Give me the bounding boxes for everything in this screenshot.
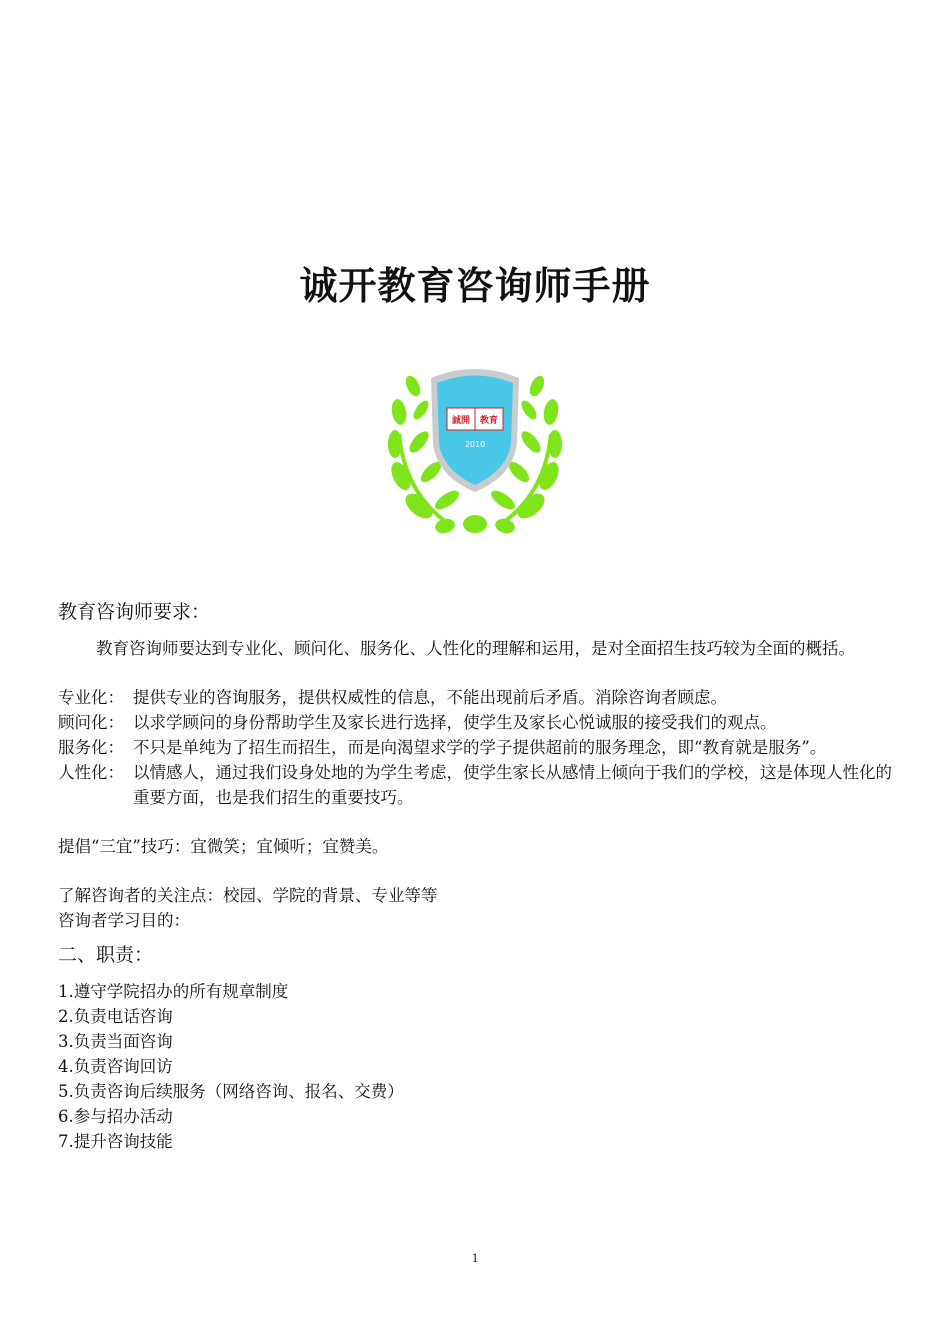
section-heading-duties: 二、职责： [58, 944, 154, 966]
list-item-service [58, 735, 894, 760]
badge-right-text: 教育 [479, 416, 499, 426]
open-book-icon [447, 408, 503, 430]
item-description: 以求学顾问的身份帮助学生及家长进行选择，使学生及家长心悦诚服的接受我们的观点。 [133, 713, 777, 732]
purpose-paragraph: 咨询者学习目的： [58, 911, 190, 930]
duty-item: 3.负责当面咨询 [58, 1032, 173, 1051]
duty-item: 1.遵守学院招办的所有规章制度 [58, 982, 289, 1001]
item-description: 提供专业的咨询服务，提供权威性的信息，不能出现前后矛盾。消除咨询者顾虑。 [133, 688, 727, 707]
duty-item: 4.负责咨询回访 [58, 1057, 173, 1076]
document-body [58, 598, 894, 1154]
duty-item: 7.提升咨询技能 [58, 1132, 173, 1151]
duty-item: 5.负责咨询后续服务（网络咨询、报名、交费） [58, 1082, 404, 1101]
item-term: 服务化： [58, 738, 124, 757]
list-item-advisory [58, 710, 894, 735]
item-term: 人性化： [58, 763, 124, 782]
duty-item: 2.负责电话咨询 [58, 1007, 173, 1026]
page-number: 1 [471, 1250, 479, 1265]
item-description: 以情感人，通过我们设身处地的为学生考虑，使学生家长从感情上倾向于我们的学校，这是体现人性化的重要方面，也是我们招生的重要技巧。 [133, 763, 892, 807]
list-item-professional [58, 685, 894, 710]
duty-item: 6.参与招办活动 [58, 1107, 173, 1126]
section-heading-requirements: 教育咨询师要求： [58, 601, 211, 623]
item-term: 顾问化： [58, 713, 124, 732]
document-title: 诚开教育咨询师手册 [299, 264, 651, 308]
school-emblem-logo [385, 364, 565, 536]
item-term: 专业化： [58, 688, 124, 707]
badge-year-text: 2010 [464, 440, 486, 449]
intro-paragraph: 教育咨询师要达到专业化、顾问化、服务化、人性化的理解和运用，是对全面招生技巧较为全面的概括。 [96, 639, 855, 658]
tips-paragraph: 提倡“三宜”技巧：宜微笑；宜倾听；宜赞美。 [58, 837, 389, 856]
badge-left-text: 誠開 [451, 416, 471, 426]
focus-paragraph: 了解咨询者的关注点：校园、学院的背景、专业等等 [58, 886, 438, 905]
list-item-humanized [58, 760, 894, 810]
item-description: 不只是单纯为了招生而招生，而是向渴望求学的学子提供超前的服务理念，即“教育就是服务”。 [133, 738, 827, 757]
